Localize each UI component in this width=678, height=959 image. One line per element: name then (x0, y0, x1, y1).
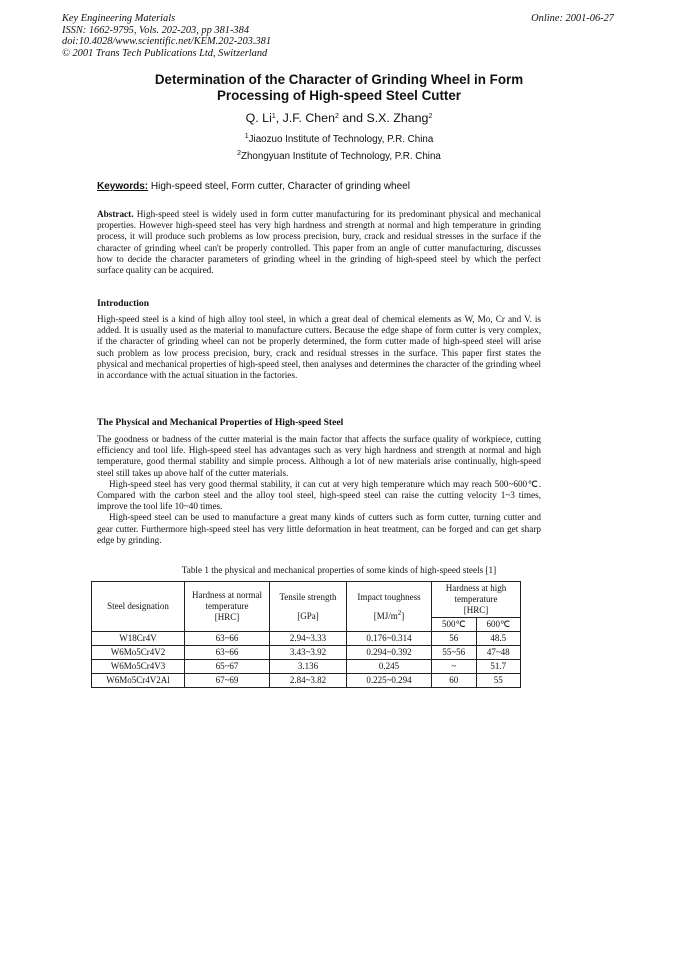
unit-exponent: 2 (397, 608, 402, 617)
cell-600c: 51.7 (476, 660, 521, 674)
online-date: Online: 2001-06-27 (531, 13, 614, 24)
author-2: J.F. Chen (282, 111, 335, 125)
header-text: Impact toughness (357, 591, 421, 602)
cell-impact: 0.245 (347, 660, 432, 674)
table-row (92, 674, 521, 688)
author-separator: , (275, 111, 283, 125)
author-1-affiliation-mark: 1 (271, 113, 276, 120)
issn-line: ISSN: 1662-9795, Vols. 202-203, pp 381-384 (62, 24, 250, 36)
introduction-text: High-speed steel is a kind of high alloy tool steel, in which a great deal of chemical elements as W, Mo, Cr and V. is added. It is usually used as the material to manufacture cutters. Because the edge shape of form cutter is very complex, if the character of grinding wheel can not be properly determined, the form cutter made of high-speed steel will arise such problem as low process precision, bury, crack and residual stresses in the surface. This paper first states the physical and mechanical properties of high-speed steel, then analyses and determines the character of the grinding wheel in accordance with the actual situation in the factories. (97, 314, 541, 381)
author-separator: and (338, 111, 367, 125)
author-3: S.X. Zhang (366, 111, 429, 125)
header-text: Hardness at high temperature (445, 583, 507, 604)
table-caption: Table 1 the physical and mechanical properties of some kinds of high-speed steels [1] (181, 565, 497, 575)
header-text: Tensile strength (279, 591, 337, 602)
keywords (97, 181, 410, 192)
table-row (92, 660, 521, 674)
header-600c: 600℃ (476, 618, 521, 632)
affiliation-mark: 1 (244, 133, 249, 140)
header-500c: 500℃ (432, 618, 477, 632)
author-list (60, 111, 618, 125)
cell-designation: W6Mo5Cr4V3 (92, 660, 185, 674)
header-impact (347, 582, 432, 632)
affiliation-text: Zhongyuan Institute of Technology, P.R. China (241, 151, 441, 162)
author-2-affiliation-mark: 2 (334, 113, 339, 120)
cell-500c: ~ (432, 660, 477, 674)
cell-impact: 0.176~0.314 (347, 632, 432, 646)
abstract-label: Abstract. (97, 209, 134, 219)
cell-600c: 48.5 (476, 632, 521, 646)
author-3-affiliation-mark: 2 (428, 113, 433, 120)
section-paragraph: High-speed steel can be used to manufacture a great many kinds of cutters such as form cutter, turning cutter and gear cutter. Furthermore high-speed steel has very little deformation in heat treatment, can be forged and can get sharp edge by grinding. (97, 512, 541, 545)
header-unit: [GPa] (297, 610, 319, 621)
header-hardness-normal (185, 582, 270, 632)
doi-line[interactable]: doi:10.4028/www.scientific.net/KEM.202-203.381 (62, 36, 272, 48)
cell-600c: 47~48 (476, 646, 521, 660)
cell-hardness-normal: 65~67 (185, 660, 270, 674)
table-row (92, 646, 521, 660)
header-hardness-high (432, 582, 521, 618)
section-body (97, 434, 541, 546)
keywords-label: Keywords: (97, 181, 149, 192)
abstract-text: High-speed steel is widely used in form cutter manufacturing for its predominant physical and mechanical properties. However high-speed steel has very high hardness and strength at normal and high temperature in grinding process, it will produce such problems as low process precision, bury, crack and residual stresses in the surface if the character of grinding wheel can't be properly controlled. This paper from an angle of cutter manufacturing, discusses how to decide the character parameters of grinding wheel in the grinding of high-speed steel by which the perfect surface quality can be acquired. (97, 209, 542, 276)
unit-text: ] (401, 610, 405, 621)
author-1: Q. Li (245, 111, 272, 125)
cell-designation: W6Mo5Cr4V2Al (92, 674, 185, 688)
cell-500c: 56 (432, 632, 477, 646)
cell-hardness-normal: 63~66 (185, 646, 270, 660)
section-paragraph: The goodness or badness of the cutter material is the main factor that affects the surface quality of workpiece, cutting efficiency and tool life. High-speed steel has advantages such as very high hardness and strength at normal and high temperature, good thermal stability and simple process. Although a lot of new materials arise continually, high-speed steel still takes up above half of the cutter materials. (97, 434, 541, 478)
header-unit (349, 608, 429, 622)
cell-tensile: 3.136 (270, 660, 347, 674)
paper-title (60, 72, 618, 104)
title-line-2: Processing of High-speed Steel Cutter (216, 88, 462, 103)
properties-table (91, 581, 521, 688)
affiliation-1 (60, 134, 618, 145)
header-text: Hardness at normal temperature (192, 590, 262, 611)
cell-500c: 55~56 (432, 646, 477, 660)
journal-name: Key Engineering Materials (62, 13, 176, 24)
title-line-1: Determination of the Character of Grinding Wheel in Form (154, 72, 524, 87)
section-heading: The Physical and Mechanical Properties of High-speed Steel (97, 417, 344, 428)
table-row (92, 632, 521, 646)
cell-impact: 0.294~0.392 (347, 646, 432, 660)
abstract (97, 209, 541, 276)
cell-designation: W18Cr4V (92, 632, 185, 646)
cell-500c: 60 (432, 674, 477, 688)
affiliation-2 (60, 151, 618, 162)
header-unit: [HRC] (463, 605, 489, 615)
affiliation-mark: 2 (237, 150, 241, 157)
table-header-row (92, 582, 521, 618)
header-designation: Steel designation (92, 582, 185, 632)
cell-600c: 55 (476, 674, 521, 688)
cell-hardness-normal: 67~69 (185, 674, 270, 688)
cell-hardness-normal: 63~66 (185, 632, 270, 646)
unit-text: [MJ/m (373, 610, 398, 621)
introduction-heading: Introduction (97, 298, 150, 309)
journal-header (62, 13, 271, 59)
header-unit: [HRC] (214, 612, 240, 622)
keywords-text: High-speed steel, Form cutter, Character of grinding wheel (150, 181, 410, 192)
cell-tensile: 3.43~3.92 (270, 646, 347, 660)
affiliation-text: Jiaozuo Institute of Technology, P.R. China (248, 134, 434, 145)
cell-designation: W6Mo5Cr4V2 (92, 646, 185, 660)
cell-tensile: 2.94~3.33 (270, 632, 347, 646)
section-paragraph: High-speed steel has very good thermal stability, it can cut at very high temperature which may reach 500~600℃. Compared with the carbon steel and the alloy tool steel, high-speed steel can raise the cutting velocity 1~3 times, improve the tool life 10~40 times. (97, 478, 541, 512)
header-tensile (270, 582, 347, 632)
copyright-line: © 2001 Trans Tech Publications Ltd, Switzerland (62, 47, 268, 59)
cell-impact: 0.225~0.294 (347, 674, 432, 688)
cell-tensile: 2.84~3.82 (270, 674, 347, 688)
